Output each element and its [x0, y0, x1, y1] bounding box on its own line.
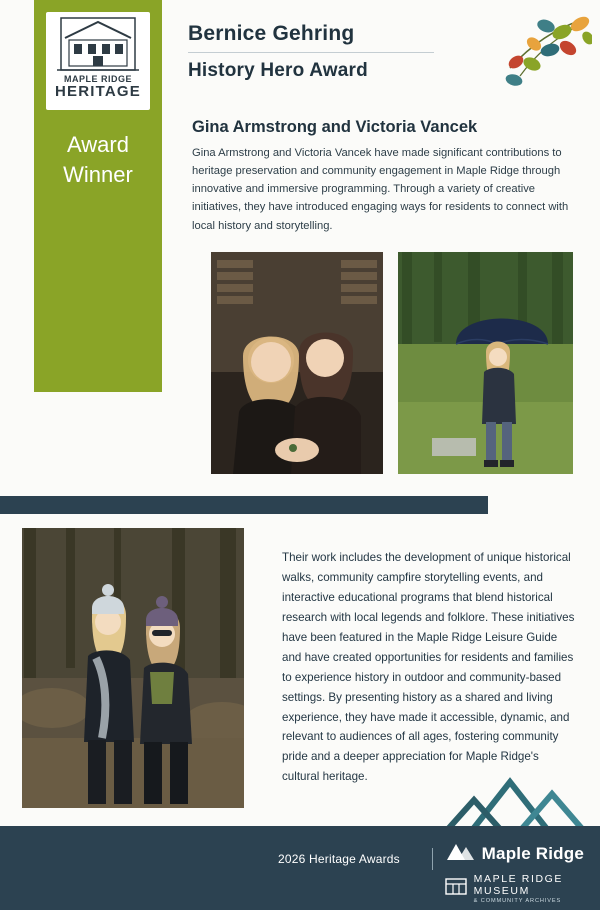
museum-building-icon	[445, 875, 467, 902]
poster-header	[188, 22, 478, 82]
logo-line-1: MAPLE RIDGE	[63, 74, 132, 84]
footer-brand-block	[445, 840, 584, 904]
intro-paragraph: Gina Armstrong and Victoria Vancek have made significant contributions to heritage preservation and community engagement in Maple Ridge through innovative and immersive programming. Through a variety of creative initiatives, they have introduced engaging ways for residents to connect with local history and storytelling.	[192, 147, 569, 232]
heritage-house-icon	[55, 16, 141, 74]
footer-event-label: 2026 Heritage Awards	[278, 852, 400, 866]
poster-footer	[0, 826, 600, 910]
award-winner-label	[34, 130, 162, 189]
section-divider-notch	[488, 496, 600, 514]
museum-line-2: MUSEUM	[473, 884, 530, 897]
recipient-names: Gina Armstrong and Victoria Vancek	[192, 118, 478, 136]
brand-name: Maple Ridge	[481, 843, 584, 863]
body-paragraph: Their work includes the development of unique historical walks, community campfire storytelling events, and interactive educational programs that blend historical research with local legends and folklore. These initiatives have been featured in the Maple Ridge Leisure Guide and have created opportunities for residents and families to experience history in outdoor and community-based settings. By presenting history as a shared and living experience, they have made it accessible, dynamic, and relevant to audiences of all ages, fostering community pride and a deeper appreciation for Maple Ridge's cultural heritage.	[282, 551, 575, 784]
museum-line-1: MAPLE RIDGE	[473, 873, 564, 885]
photo-two-women-portrait	[211, 252, 383, 474]
award-label-line-1: Award	[67, 132, 129, 157]
award-name-title: History Hero Award	[188, 60, 368, 81]
heritage-logo	[46, 12, 150, 110]
museum-line-3: & COMMUNITY ARCHIVES	[473, 897, 562, 904]
photo-woman-with-umbrella	[398, 252, 573, 474]
title-divider	[188, 52, 434, 53]
award-recipient-title: Bernice Gehring	[188, 22, 355, 45]
footer-divider	[432, 848, 433, 870]
photo-two-women-on-trail	[22, 528, 244, 808]
leaf-branch-decoration	[462, 14, 592, 100]
award-label-line-2: Winner	[63, 161, 133, 187]
logo-line-2: HERITAGE	[55, 83, 141, 101]
maple-ridge-mountain-icon	[445, 840, 475, 867]
